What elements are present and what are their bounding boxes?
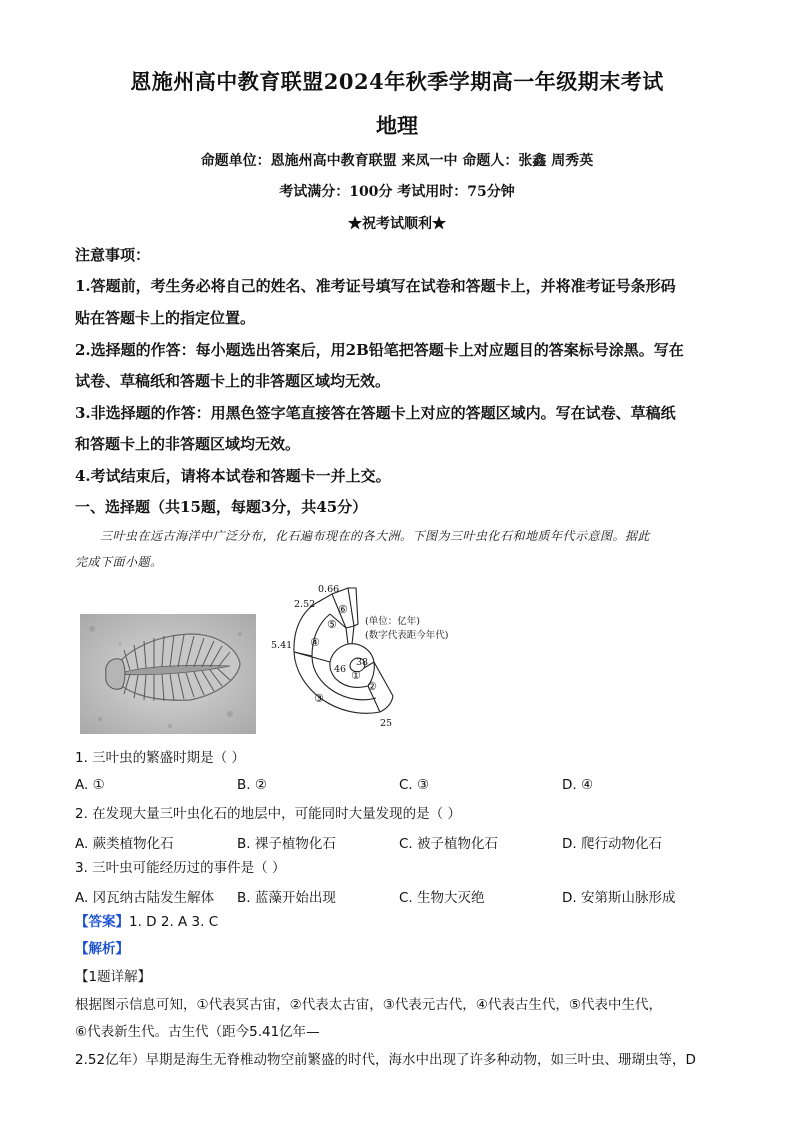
notice-line: 贴在答题卡上的指定位置。 [75, 309, 256, 327]
trilobite-fossil-image [80, 614, 256, 734]
option-a: A. ① [75, 777, 105, 793]
notice-line: 1.答题前，考生务必将自己的姓名、准考证号填写在试卷和答题卡上，并将准考证号条形码 [75, 277, 676, 295]
good-luck-line: ★祝考试顺利★ [348, 216, 446, 232]
question-stem: 1. 三叶虫的繁盛时期是（ ） [75, 750, 245, 766]
answer-text: 1. D 2. A 3. C [129, 914, 219, 930]
question-stem: 3. 三叶虫可能经历过的事件是（ ） [75, 860, 286, 876]
intro-text: 三叶虫在远古海洋中广泛分布，化石遍布现在的各大洲。下图为三叶虫化石和地质年代示意图。据此 [100, 529, 651, 543]
question-stem: 2. 在发现大量三叶虫化石的地层中，可能同时大量发现的是（ ） [75, 806, 461, 822]
option-b: B. ② [237, 777, 267, 793]
notice-line: 2.选择题的作答：每小题选出答案后，用2B铅笔把答题卡上对应题目的答案标号涂黑。写在 [75, 341, 684, 359]
option-c: C. 被子植物化石 [399, 836, 499, 852]
notice-line: 4.考试结束后，请将本试卷和答题卡一并上交。 [75, 467, 391, 485]
option-d: D. 安第斯山脉形成 [562, 890, 676, 906]
option-a: A. 冈瓦纳古陆发生解体 [75, 890, 215, 906]
detail-heading: 【1题详解】 [75, 969, 152, 985]
subject-title: 地理 [376, 113, 418, 138]
era-marker: ③ [314, 692, 324, 705]
option-a: A. 蕨类植物化石 [75, 836, 174, 852]
era-marker: ⑥ [338, 603, 348, 616]
score-time-line: 考试满分：100分 考试用时：75分钟 [279, 184, 515, 200]
unit-note: (数字代表距今年代) [365, 630, 449, 641]
era-marker: ④ [310, 636, 320, 649]
analysis-line [75, 939, 735, 959]
answer-line [75, 912, 735, 932]
option-c: C. ③ [399, 777, 430, 793]
setter-line: 命题单位：恩施州高中教育联盟 来凤一中 命题人：张鑫 周秀英 [200, 153, 594, 169]
notice-line: 3.非选择题的作答：用黑色签字笔直接答在答题卡上对应的答题区域内。写在试卷、草稿纸 [75, 404, 676, 422]
option-b: B. 裸子植物化石 [237, 836, 336, 852]
exam-title: 恩施州高中教育联盟2024年秋季学期高一年级期末考试 [130, 69, 664, 94]
detail-line: ⑥代表新生代。古生代（距今5.41亿年— [75, 1024, 320, 1040]
analysis-tag: 【解析】 [75, 941, 129, 957]
geologic-time-diagram [268, 580, 468, 730]
era-marker: ② [367, 680, 377, 693]
time-label: 2.52 [294, 599, 316, 610]
answer-tag: 【答案】 [75, 914, 129, 930]
era-marker: ① [351, 669, 361, 682]
section-title: 一、选择题（共15题，每题3分，共45分） [75, 498, 368, 516]
option-b: B. 蓝藻开始出现 [237, 890, 336, 906]
option-c: C. 生物大灭绝 [399, 890, 485, 906]
unit-note: (单位：亿年) [365, 616, 420, 627]
detail-line: 2.52亿年）早期是海生无脊椎动物空前繁盛的时代，海水中出现了许多种动物，如三叶虫、珊瑚虫等，D [75, 1052, 696, 1068]
intro-text: 完成下面小题。 [75, 555, 163, 569]
time-label: 46 [334, 664, 347, 675]
option-d: D. ④ [562, 777, 594, 793]
era-marker: ⑤ [327, 618, 337, 631]
time-label: 5.41 [271, 640, 293, 651]
notice-line: 试卷、草稿纸和答题卡上的非答题区域均无效。 [75, 372, 391, 390]
detail-line: 根据图示信息可知，①代表冥古宙，②代表太古宙，③代表元古代，④代表古生代，⑤代表中生代， [75, 997, 663, 1013]
time-label: 0.66 [318, 584, 340, 595]
time-label: 25 [380, 718, 393, 729]
time-label: 38 [356, 657, 369, 668]
notice-line: 和答题卡上的非答题区域均无效。 [75, 435, 301, 453]
notice-heading: 注意事项： [75, 246, 151, 264]
option-d: D. 爬行动物化石 [562, 836, 662, 852]
